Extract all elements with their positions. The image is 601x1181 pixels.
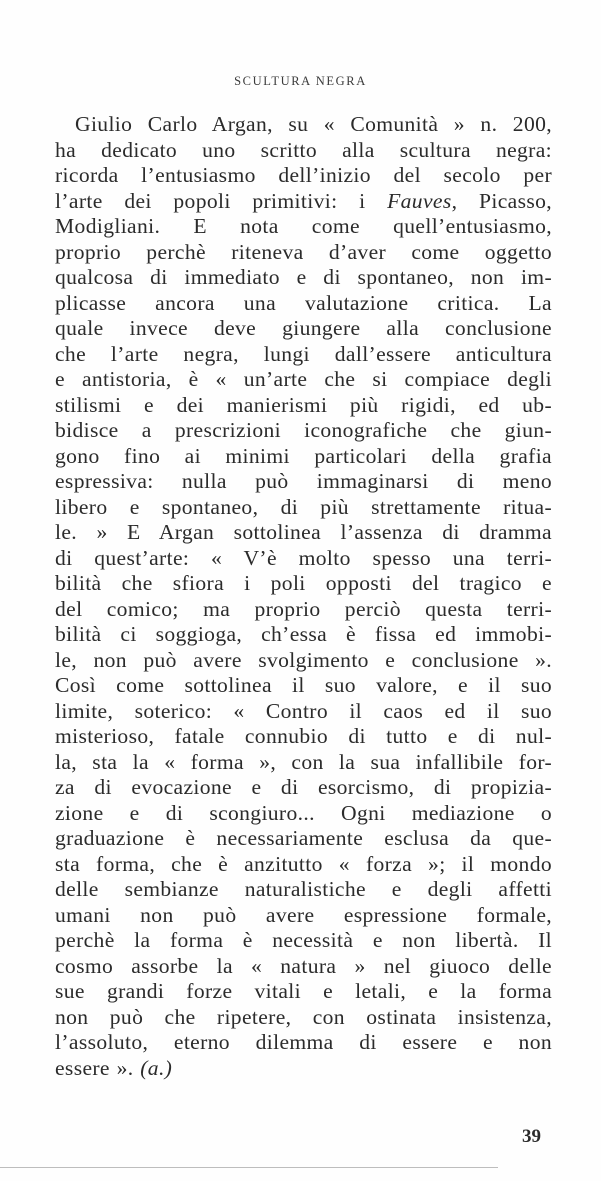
text-line: di quest’arte: « V’è molto spesso una terri-: [55, 545, 552, 570]
text-line: non può che ripetere, con ostinata insistenza,: [55, 1004, 552, 1029]
text-line: che l’arte negra, lungi dall’essere anticultura: [55, 341, 552, 366]
text-line: bilità ci soggioga, ch’essa è fissa ed immobi-: [55, 622, 552, 646]
text-line: Modigliani. E nota come quell’entusiasmo,: [55, 214, 552, 238]
text-line: plicasse ancora una valutazione critica. La: [55, 290, 552, 315]
text-line: bidisce a prescrizioni iconografiche che giun-: [55, 418, 552, 442]
running-head: SCULTURA NEGRA: [234, 74, 367, 88]
italic-term: Fauves: [387, 188, 452, 213]
text-line: [55, 1056, 552, 1082]
text-line: limite, soterico: « Contro il caos ed il suo: [55, 698, 552, 723]
text-fragment: , Picasso,: [451, 188, 552, 213]
text-line: del comico; ma proprio perciò questa terri-: [55, 596, 552, 621]
article-paragraph: [55, 112, 552, 1081]
text-line: l’assoluto, eterno dilemma di essere e non: [55, 1030, 552, 1054]
text-fragment: essere ».: [55, 1055, 141, 1080]
text-line: delle sembianze naturalistiche e degli affetti: [55, 877, 552, 901]
text-line: perchè la forma è necessità e non libertà. Il: [55, 928, 552, 952]
text-line: misterioso, fatale connubio di tutto e di nul-: [55, 724, 552, 748]
page-edge-rule: [0, 1167, 498, 1168]
text-line: proprio perchè riteneva d’aver come oggetto: [55, 239, 552, 264]
text-line: sue grandi forze vitali e letali, e la forma: [55, 979, 552, 1003]
text-line: stilismi e dei manierismi più rigidi, ed ub-: [55, 392, 552, 417]
text-fragment: l’arte dei popoli primitivi: i: [55, 188, 388, 213]
page-number: 39: [522, 1126, 541, 1147]
author-initial: (a.): [140, 1055, 173, 1080]
text-line: umani non può avere espressione formale,: [55, 902, 552, 927]
text-line: le, non può avere svolgimento e conclusione ».: [55, 647, 552, 672]
text-line: graduazione è necessariamente esclusa da que-: [55, 826, 552, 850]
text-line: le. » E Argan sottolinea l’assenza di dramma: [55, 520, 552, 544]
text-line: sta forma, che è anzitutto « forza »; il mondo: [55, 851, 552, 876]
text-line: bilità che sfiora i poli opposti del tragico e: [55, 571, 552, 595]
text-line: la, sta la « forma », con la sua infallibile for-: [55, 749, 552, 774]
text-line: [55, 189, 552, 215]
text-line: gono fino ai minimi particolari della grafia: [55, 443, 552, 468]
text-line: cosmo assorbe la « natura » nel giuoco delle: [55, 953, 552, 978]
text-line: zione e di scongiuro... Ogni mediazione o: [55, 800, 552, 825]
text-line: espressiva: nulla può immaginarsi di meno: [55, 469, 552, 493]
text-line: Così come sottolinea il suo valore, e il suo: [55, 673, 552, 697]
text-line: za di evocazione e di esorcismo, di propizia-: [55, 775, 552, 799]
text-line: ricorda l’entusiasmo dell’inizio del secolo per: [55, 163, 552, 187]
text-line: qualcosa di immediato e di spontaneo, non im-: [55, 265, 552, 289]
text-line: libero e spontaneo, di più strettamente ritua-: [55, 494, 552, 519]
text-line: ha dedicato uno scritto alla scultura negra:: [55, 137, 552, 162]
text-line: quale invece deve giungere alla conclusione: [55, 316, 552, 340]
text-line: e antistoria, è « un’arte che si compiace degli: [55, 367, 552, 391]
text-line: Giulio Carlo Argan, su « Comunità » n. 200,: [75, 112, 552, 136]
